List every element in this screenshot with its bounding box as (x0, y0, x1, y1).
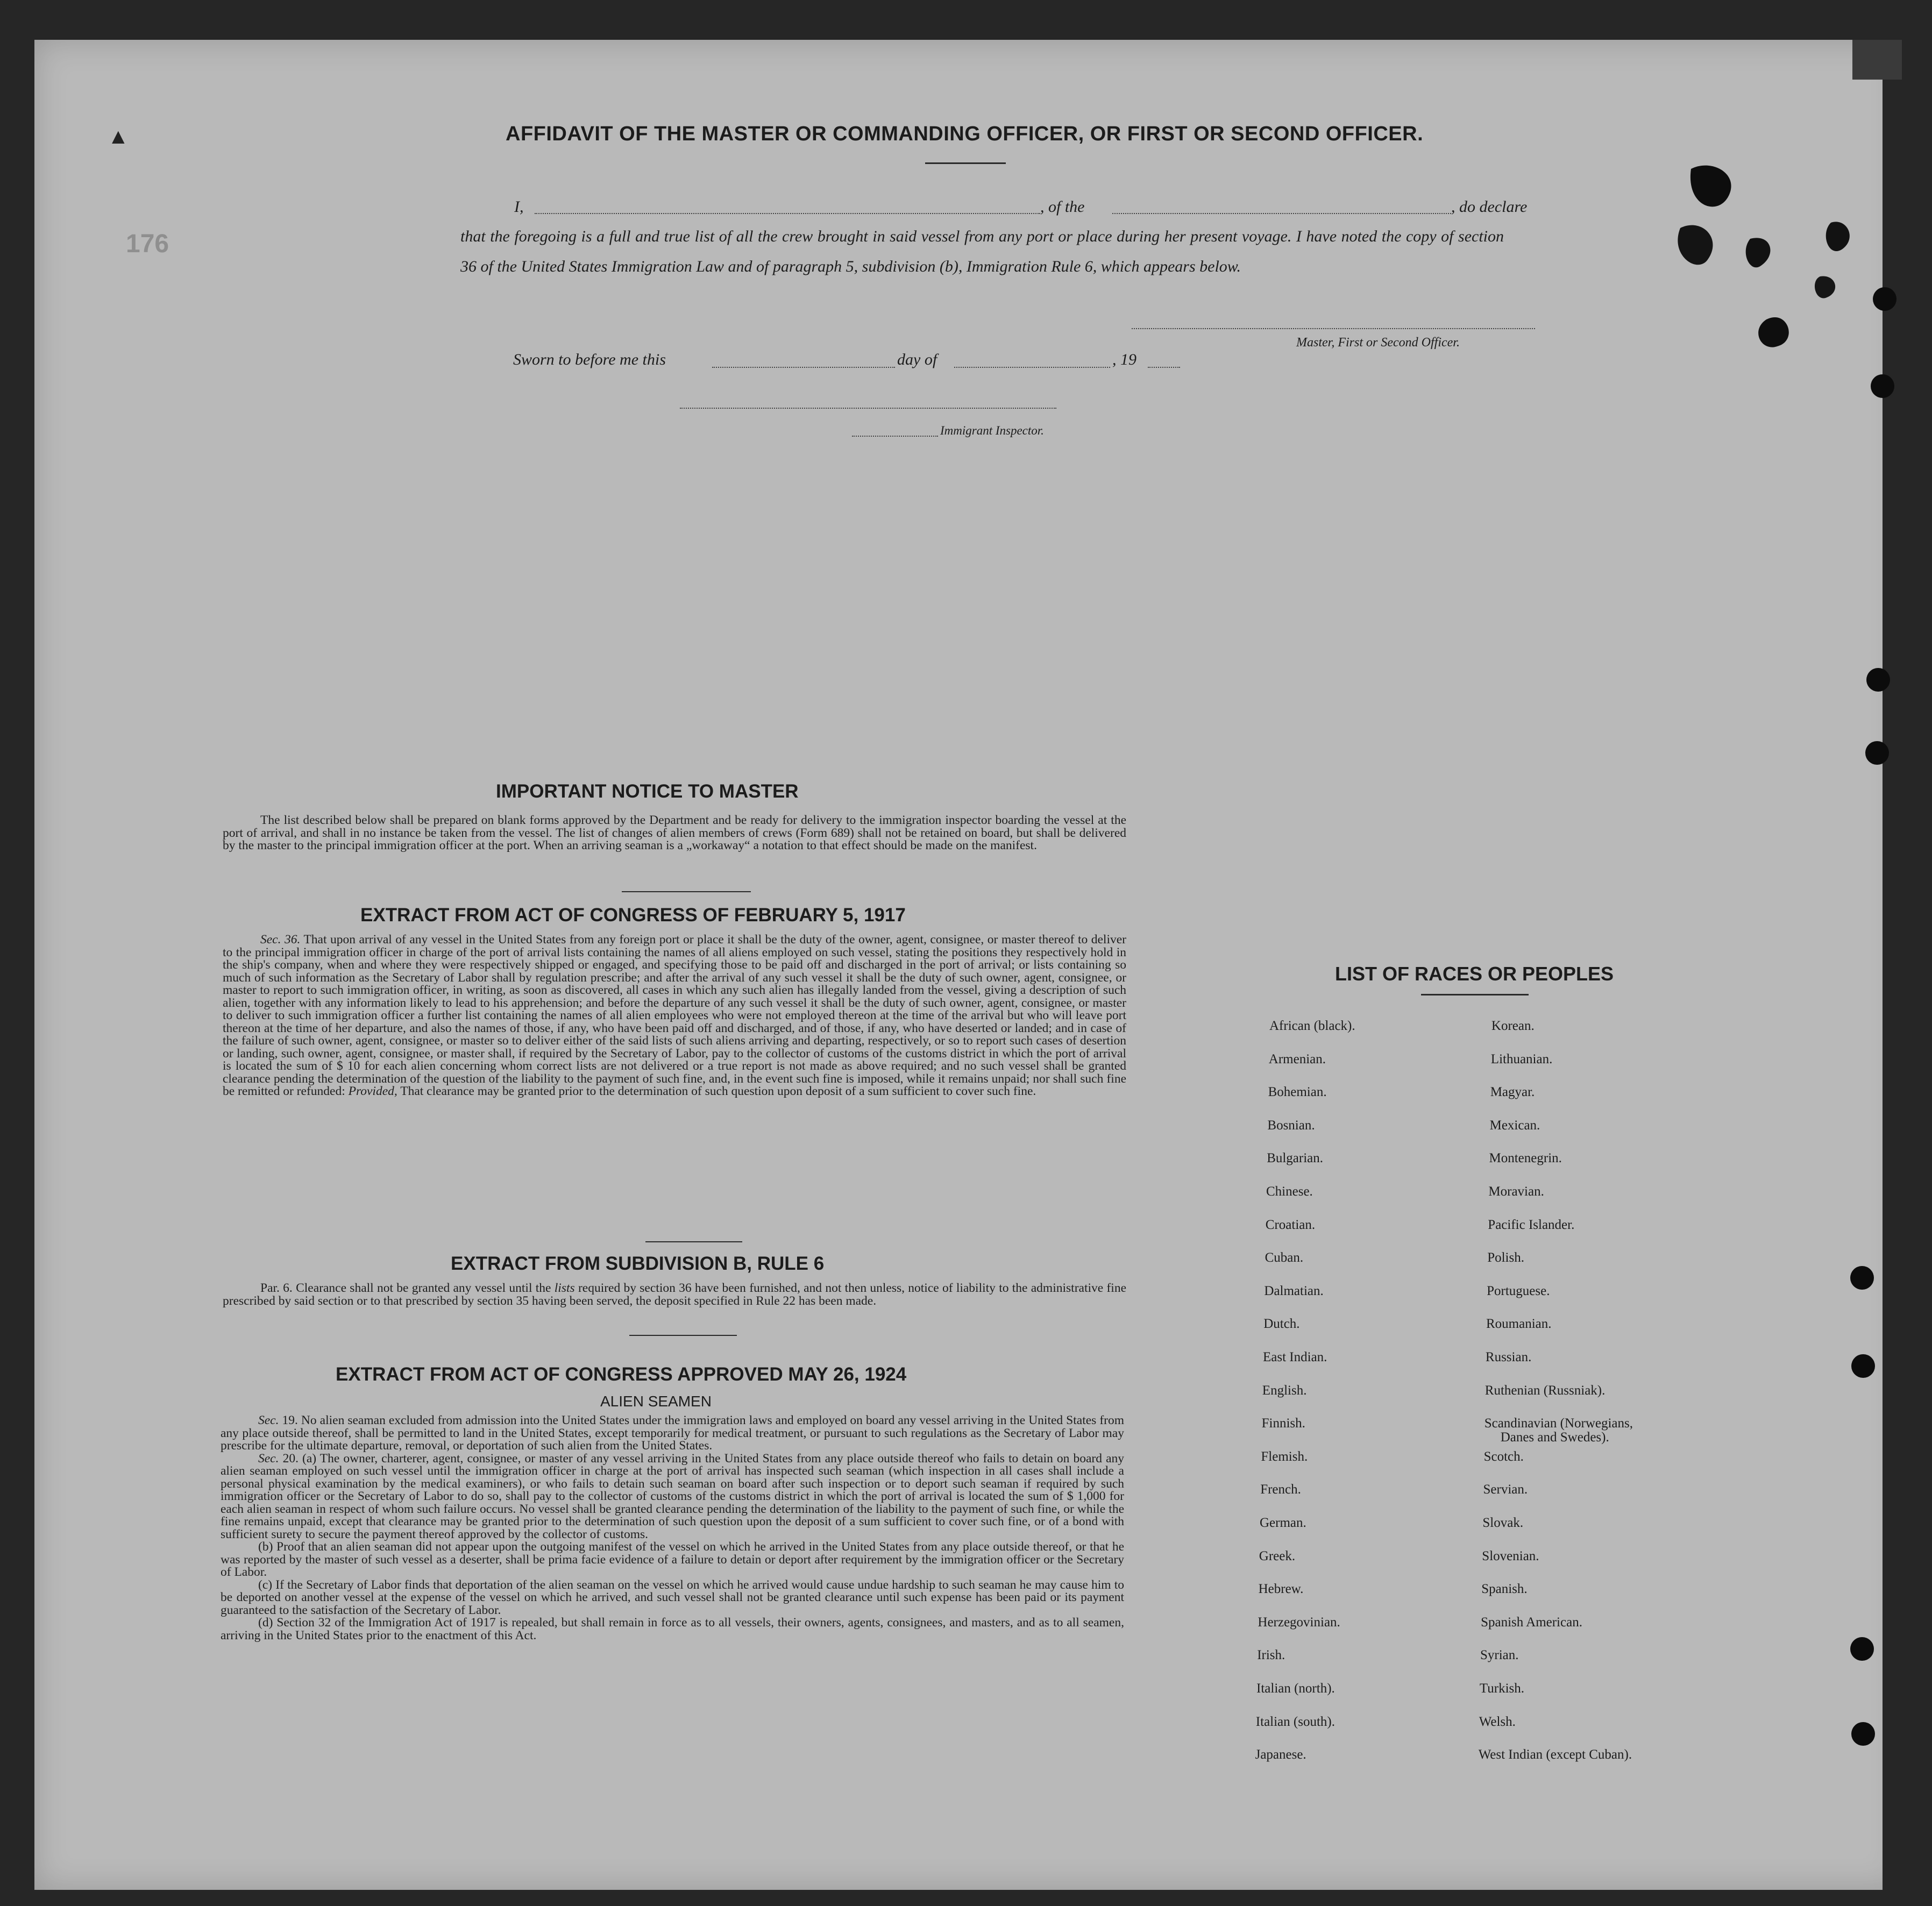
alien-seamen-subtitle: ALIEN SEAMEN (600, 1393, 712, 1410)
name-blank[interactable] (535, 213, 1040, 214)
race-item: Ruthenian (Russniak). (1484, 1383, 1606, 1398)
inspector-upper-line (680, 408, 1056, 409)
race-item: Armenian. (1268, 1051, 1326, 1066)
race-item: Bosnian. (1267, 1118, 1315, 1133)
race-item: Lithuanian. (1490, 1051, 1553, 1066)
notice-title: IMPORTANT NOTICE TO MASTER (496, 781, 799, 802)
sworn-day-of: day of (897, 351, 937, 368)
divider (645, 1241, 742, 1242)
extract-1924-text (221, 1414, 1124, 1642)
race-item: Welsh. (1479, 1714, 1516, 1729)
sworn-prefix: Sworn to before me this (513, 351, 666, 368)
race-item: African (black). (1269, 1019, 1355, 1033)
divider (1421, 994, 1529, 995)
race-item: Croatian. (1265, 1217, 1316, 1232)
inspector-caption: Immigrant Inspector. (940, 424, 1044, 437)
race-item: Bulgarian. (1267, 1151, 1324, 1166)
punch-hole (1850, 1637, 1874, 1661)
ghost-page-number: 176 (126, 230, 169, 258)
rule6-body-b: required by section 36 have been furnished, and not then unless, notice of liability to the administrative fine prescribed by said section or to that prescribed by section 35 having been served, the deposit specified in Rule 22 has been made. (223, 1281, 1127, 1308)
extract-1917-title: EXTRACT FROM ACT OF CONGRESS OF FEBRUARY 5, 1917 (360, 905, 906, 926)
race-item: Dutch. (1263, 1317, 1300, 1332)
race-item: Scandinavian (Norwegians, (1484, 1416, 1633, 1431)
notice-body: The list described below shall be prepared on blank forms approved by the Department and be ready for delivery to the immigration inspector boarding the vessel at the port of arrival, and shall in no instance be taken from the vessel. The list of changes of alien members of crews (Form 689) shall not be retained on board, but shall be delivered by the master to the principal immigration officer at the port. When an arriving seaman is a „workaway“ a notation to that effect should be made on the manifest. (223, 813, 1126, 852)
sworn-month-blank[interactable] (954, 367, 1110, 368)
affidavit-body: that the foregoing is a full and true list of all the crew brought in said vessel from any port or place during her present voyage. I have noted the copy of section 36 of the United States Immigration Law and of paragraph 5, subdivision (b), Immigration Rule 6, which appears below. (460, 227, 1504, 275)
sec19-label: Sec. (258, 1413, 279, 1427)
par6-label: Par. 6. (260, 1281, 293, 1295)
race-item: Slovenian. (1482, 1548, 1539, 1563)
race-item: Roumanian. (1486, 1317, 1552, 1332)
race-item: Scotch. (1483, 1449, 1524, 1464)
race-item: Moravian. (1488, 1184, 1544, 1199)
rule6-text (223, 1282, 1126, 1307)
extract-1924-title: EXTRACT FROM ACT OF CONGRESS APPROVED MAY 26, 1924 (336, 1364, 907, 1385)
race-item: Servian. (1483, 1482, 1528, 1497)
race-item: Danes and Swedes). (1500, 1430, 1609, 1445)
sec20-label: Sec. (258, 1451, 279, 1466)
sworn-day-blank[interactable] (712, 367, 895, 368)
race-item: Japanese. (1255, 1747, 1306, 1762)
page-edge-shadow (1883, 80, 1902, 1890)
document-page (34, 40, 1902, 1890)
ink-stain (1670, 158, 1874, 362)
vessel-blank[interactable] (1112, 213, 1451, 214)
punch-hole (1871, 374, 1894, 398)
race-item: Polish. (1487, 1250, 1524, 1265)
punch-hole (1851, 1354, 1875, 1378)
affidavit-declare: , do declare (1451, 198, 1528, 216)
provided-label: Provided, (348, 1084, 397, 1098)
race-item: Irish. (1257, 1648, 1285, 1663)
sec20c-body: (c) If the Secretary of Labor finds that deportation of the alien seaman on the vessel on which he arrived would cause undue hardship to such seaman he may cause him to be deported on another vessel at the expense of the vessel on which he arrived, and such vessel shall not be granted clearance until such expense has been paid or its payment guaranteed to the satisfaction of the Secretary of Labor. (221, 1577, 1124, 1617)
race-item: French. (1260, 1482, 1301, 1497)
race-item: Herzegovinian. (1258, 1615, 1340, 1630)
race-item: Pacific Islander. (1488, 1217, 1575, 1232)
race-item: Syrian. (1480, 1648, 1519, 1663)
race-item: Slovak. (1482, 1516, 1524, 1530)
race-item: Flemish. (1261, 1449, 1308, 1464)
signature-blank[interactable] (1132, 328, 1535, 329)
race-item: Montenegrin. (1489, 1151, 1562, 1166)
sec20a-body: 20. (a) The owner, charterer, agent, consignee, or master of any vessel arriving in the United States from any place outside thereof who fails to detain on board any alien seaman employed on such vessel until the immigration officer in charge at the port of arrival has inspected such seaman (which inspection in all cases shall include a personal physical examination by the medical examiners), or who fails to detain such seaman on board after such inspection or to deport such seaman if required by such immigration officer or the Secretary of Labor to do so, shall pay to the collector of customs of the customs district in which the port of arrival is located the sum of $ 1,000 for each alien seaman in respect of whom such failure occurs. No vessel shall be granted clearance pending the determination of the liability to the payment of such fine, or while the fine remains unpaid, except that clearance may be granted prior to the determination of such question upon the deposit of a sum sufficient to cover such fine, or of a bond with sufficient surety to secure the payment thereof approved by the collector of customs. (221, 1451, 1125, 1541)
race-item: Bohemian. (1268, 1085, 1327, 1100)
inspector-blank[interactable] (852, 436, 938, 437)
race-item: Turkish. (1479, 1681, 1525, 1696)
race-item: Italian (north). (1256, 1681, 1335, 1696)
race-item: East Indian. (1263, 1350, 1327, 1364)
provided-body: That clearance may be granted prior to the determination of such question upon deposit of a sum sufficient to cover such fine. (400, 1084, 1036, 1098)
race-item: Korean. (1491, 1019, 1535, 1033)
race-item: Hebrew. (1258, 1582, 1304, 1597)
rule6-title: EXTRACT FROM SUBDIVISION B, RULE 6 (451, 1253, 825, 1274)
race-item: Italian (south). (1255, 1714, 1335, 1729)
races-title: LIST OF RACES OR PEOPLES (1335, 963, 1614, 985)
race-item: German. (1260, 1516, 1306, 1530)
extract-1917-text (223, 934, 1126, 1098)
notice-text (223, 814, 1126, 852)
affidavit-of-the: , of the (1040, 198, 1085, 216)
torn-corner (1852, 40, 1902, 80)
sec36-label: Sec. 36. (260, 933, 301, 947)
race-item: West Indian (except Cuban). (1478, 1747, 1632, 1762)
sec36-body: That upon arrival of any vessel in the United States from any foreign port or place it shall be the duty of the owner, agent, consignee, or master thereof to deliver to the principal immigration officer in charge of the port of arrival lists containing the names of all aliens employed on such vessel, stating the positions they respectively hold in the ship's company, when and where they were respectively shipped or engaged, and specifying those to be paid off and discharged in the port of arrival; or lists containing so much of such information as the Secretary of Labor shall by regulation prescribe; and after the arrival of any such vessel it shall be the duty of such owner, agent, consignee, or master to report to such immigration officer, in writing, as soon as discovered, all cases in which any such alien has illegally landed from the vessel, giving a description of such alien, together with any information likely to lead to his apprehension; and before the departure of any such vessel it shall be the duty of such owner, agent, consignee, or master to deliver to such immigration officer a further list containing the names of all alien employees who were not employed thereon at the time of the arrival but who will leave port thereon at the time of her departure, and also the names of those, if any, who have been paid off and discharged, and of those, if any, who have deserted or landed; and in case of the failure of such owner, agent, consignee, or master so to deliver either of the said lists of such aliens arriving and departing, respectively, or so to report such cases of desertion or landing, such owner, agent, consignee, or master shall, if required by the Secretary of Labor, pay to the collector of customs of the customs district in which the port of arrival is located the sum of $ 10 for each alien concerning whom correct lists are not delivered or a true report is not made as above required; and no such vessel shall be granted clearance pending the determination of the question of the liability to the payment of such fine, and, in the event such fine is imposed, while it remains unpaid; nor shall such fine be remitted or refunded: (223, 933, 1126, 1098)
sec20d-body: (d) Section 32 of the Immigration Act of 1917 is repealed, but shall remain in force as to all vessels, their owners, agents, consignees, and masters, and as to all seamen, arriving in the United States prior to the enactment of this Act. (221, 1616, 1124, 1642)
divider (622, 891, 751, 892)
race-item: Chinese. (1266, 1184, 1313, 1199)
affidavit-title: AFFIDAVIT OF THE MASTER OR COMMANDING OFFICER, OR FIRST OR SECOND OFFICER. (506, 123, 1424, 145)
race-item: Dalmatian. (1264, 1283, 1324, 1298)
sworn-year-blank[interactable] (1148, 367, 1180, 368)
race-item: Spanish American. (1481, 1615, 1582, 1630)
race-item: English. (1262, 1383, 1307, 1398)
race-item: Spanish. (1481, 1582, 1528, 1597)
affidavit-i: I, (514, 198, 524, 216)
race-item: Portuguese. (1487, 1283, 1550, 1298)
sec19-body: 19. No alien seaman excluded from admission into the United States under the immigration laws and employed on board any vessel arriving in the United States from any place outside thereof, shall be permitted to land in the United States, except temporarily for medical treatment, or pursuant to such regulations as the Secretary of Labor may prescribe for the ultimate departure, removal, or deportation of such alien from the United States. (221, 1413, 1125, 1453)
rule6-body-a: Clearance shall not be granted any vessel until the (296, 1281, 551, 1295)
sworn-year: , 19 (1112, 351, 1137, 368)
race-item: Magyar. (1490, 1085, 1535, 1100)
punch-hole (1866, 668, 1890, 692)
punch-hole (1873, 287, 1897, 311)
race-item: Finnish. (1261, 1416, 1305, 1431)
race-item: Russian. (1485, 1350, 1532, 1364)
race-item: Greek. (1259, 1548, 1296, 1563)
race-item: Mexican. (1489, 1118, 1540, 1133)
race-item: Cuban. (1265, 1250, 1304, 1265)
sec20b-body: (b) Proof that an alien seaman did not appear upon the outgoing manifest of the vessel on which he arrived in the United States from any place outside thereof, or that he was reported by the master of such vessel as a deserter, shall be prima facie evidence of a failure to detain or deport after requirement by the immigration officer or the Secretary of Labor. (221, 1540, 1124, 1579)
lists-word: lists (554, 1281, 575, 1295)
corner-mark: ▲ (108, 124, 129, 148)
punch-hole (1850, 1266, 1874, 1290)
punch-hole (1851, 1722, 1875, 1746)
master-caption: Master, First or Second Officer. (1296, 336, 1460, 350)
divider (629, 1335, 737, 1336)
divider (925, 162, 1006, 164)
punch-hole (1865, 741, 1889, 765)
